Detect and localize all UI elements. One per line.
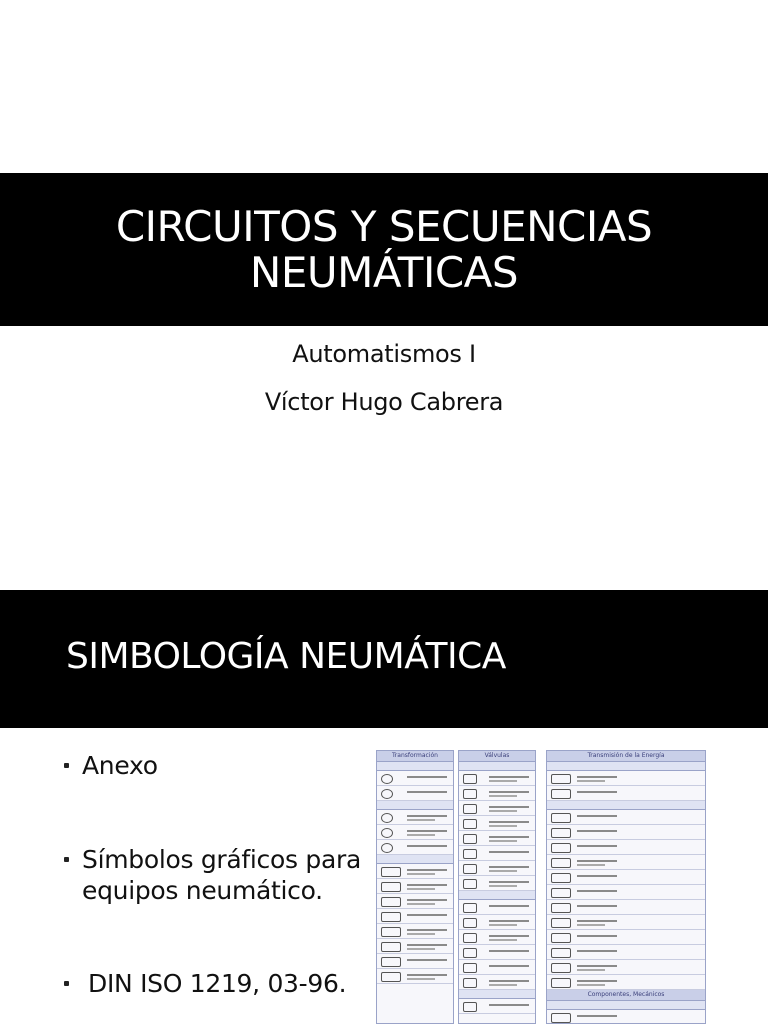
chart-header: Componentes, Mecánicos [547,990,705,1001]
slide-title [115,201,653,297]
title-line-1: CIRCUITOS Y SECUENCIAS [115,201,653,251]
chart-header: Transformación [377,751,453,762]
symbol-chart-image [376,750,706,1024]
slide-separator [0,578,768,590]
chart-header: Transmisión de la Energía [547,751,705,762]
bullet-item: Símbolos gráficos para equipos neumático. [62,844,372,906]
bullet-icon [64,763,69,768]
bullet-item: Anexo [62,750,158,781]
title-band [0,173,768,326]
bullet-item: DIN ISO 1219, 03-96. [62,968,382,999]
title-line-2: NEUMÁTICAS [249,247,519,297]
chart-column-transmision [546,750,706,1024]
bullet-icon [64,857,69,862]
chart-column-transformacion [376,750,454,1024]
chart-column-valvulas [458,750,536,1024]
content-slide [0,590,768,1024]
chart-header: Válvulas [459,751,535,762]
bullet-icon [64,981,69,986]
course-subtitle: Automatismos I [292,340,476,368]
slide-title: SIMBOLOGÍA NEUMÁTICA [66,636,506,677]
author-subtitle: Víctor Hugo Cabrera [264,388,504,416]
title-band [0,590,768,728]
